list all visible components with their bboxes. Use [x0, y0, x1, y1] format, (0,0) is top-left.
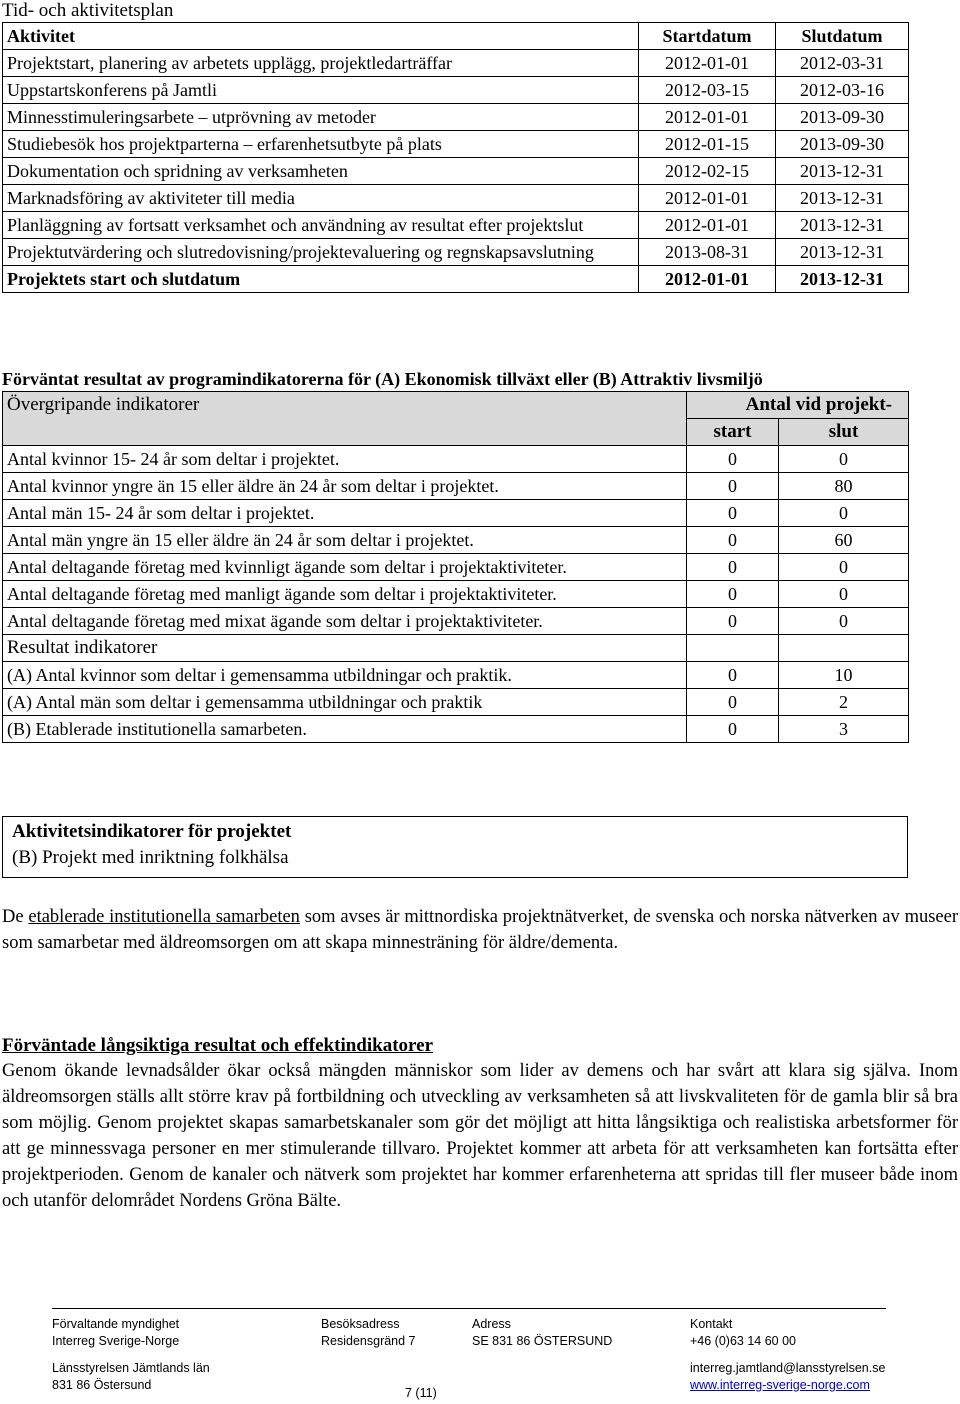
indicator-start-value: 0: [687, 473, 779, 500]
activity-row: [3, 50, 909, 77]
indicator-label: Antal deltagande företag med manligt ägande som deltar i projektaktiviteter.: [3, 581, 687, 608]
footer-contact-phone: +46 (0)63 14 60 00: [690, 1334, 796, 1348]
indicators-title: Förväntat resultat av programindikatorerna för (A) Ekonomisk tillväxt eller (B) Attraktiv livsmiljö: [2, 369, 763, 389]
footer-authority-org: Länsstyrelsen Jämtlands län: [52, 1361, 210, 1375]
footer-col-authority: [52, 1316, 210, 1394]
indicator-start-value: 0: [687, 500, 779, 527]
overall-indicator-row: [3, 581, 909, 608]
activity-end-date: 2013-12-31: [776, 212, 909, 239]
overall-indicator-row: [3, 608, 909, 635]
footer-authority-name: Interreg Sverige-Norge: [52, 1334, 180, 1348]
indicator-label: Antal deltagande företag med mixat ägande som deltar i projektaktiviteter.: [3, 608, 687, 635]
page-heading: Tid- och aktivitetsplan: [2, 0, 174, 21]
result-header-empty-cell: [687, 635, 779, 662]
activity-end-date: 2012-03-16: [776, 77, 909, 104]
result-indicators-header: Resultat indikatorer: [3, 635, 687, 662]
activity-table: [2, 22, 909, 293]
activity-start-date: 2012-03-15: [639, 77, 776, 104]
footer-address-label: Adress: [472, 1317, 511, 1331]
col-header-end: Slutdatum: [776, 23, 909, 50]
activity-name: Dokumentation och spridning av verksamheten: [3, 158, 639, 185]
indicator-end-value: 80: [779, 473, 909, 500]
activity-indicator-item: (B) Projekt med inriktning folkhälsa: [12, 847, 289, 868]
footer-visit-label: Besöksadress: [321, 1317, 400, 1331]
indicator-start-value: 0: [687, 608, 779, 635]
activity-start-date: 2012-01-01: [639, 212, 776, 239]
indicator-end-value: 0: [779, 554, 909, 581]
result-indicator-row: [3, 662, 909, 689]
footer-address-value: SE 831 86 ÖSTERSUND: [472, 1334, 613, 1348]
indicator-start-value: 0: [687, 689, 779, 716]
count-header: Antal vid projekt-: [687, 392, 909, 419]
activity-name: Uppstartskonferens på Jamtli: [3, 77, 639, 104]
footer-website-link[interactable]: www.interreg-sverige-norge.com: [690, 1378, 870, 1392]
page-number: 7 (11): [405, 1386, 437, 1400]
activity-start-date: 2012-01-01: [639, 50, 776, 77]
activity-row: [3, 77, 909, 104]
activity-start-date: 2012-01-01: [639, 185, 776, 212]
paragraph-text-post: som avses är mittnordiska projektnätverket, de svenska och norska nätverken av museer som samarbetar med äldreomsorgen om att skapa minnesträning för äldre/dementa.: [2, 907, 958, 953]
activity-name: Marknadsföring av aktiviteter till media: [3, 185, 639, 212]
start-label: start: [687, 419, 779, 446]
footer-contact-email: interreg.jamtland@lansstyrelsen.se: [690, 1361, 886, 1375]
footer-rule: [52, 1308, 886, 1309]
activity-start-date: 2012-02-15: [639, 158, 776, 185]
indicator-end-value: 0: [779, 608, 909, 635]
indicator-label: Antal kvinnor yngre än 15 eller äldre än 24 år som deltar i projektet.: [3, 473, 687, 500]
indicator-end-value: 10: [779, 662, 909, 689]
activity-end-date: 2013-12-31: [776, 185, 909, 212]
project-end-date: 2013-12-31: [776, 266, 909, 293]
activity-start-date: 2013-08-31: [639, 239, 776, 266]
activity-indicators-box: [2, 816, 908, 878]
activity-total-row: [3, 266, 909, 293]
indicator-label: (A) Antal män som deltar i gemensamma utbildningar och praktik: [3, 689, 687, 716]
activity-row: [3, 131, 909, 158]
indicator-end-value: 3: [779, 716, 909, 743]
activity-start-date: 2012-01-15: [639, 131, 776, 158]
indicator-label: Antal deltagande företag med kvinnligt ägande som deltar i projektaktiviteter.: [3, 554, 687, 581]
footer-col-contact: [690, 1316, 885, 1394]
indicator-end-value: 60: [779, 527, 909, 554]
paragraph-collaborations: [2, 904, 958, 956]
footer-authority-city: 831 86 Östersund: [52, 1378, 152, 1392]
activity-end-date: 2013-12-31: [776, 158, 909, 185]
activity-end-date: 2013-12-31: [776, 239, 909, 266]
footer-col-address: [472, 1316, 612, 1350]
longterm-title: Förväntade långsiktiga resultat och effektindikatorer: [2, 1035, 433, 1056]
activity-end-date: 2013-09-30: [776, 104, 909, 131]
indicators-table: [2, 391, 909, 743]
activity-end-date: 2013-09-30: [776, 131, 909, 158]
overall-indicator-row: [3, 473, 909, 500]
longterm-text: Genom ökande levnadsålder ökar också mängden människor som lider av demens och har svårt att klara sig själva. Inom äldreomsorgen ställs allt större krav på fortbildning och utveckling av verksamheten så att livskvaliteten för de gamla blir så bra som möjlig. Genom projektet skapas samarbetskanaler som gör det möjligt att hitta långsiktiga och realistiska arbetsformer för att ge minnessvaga personer en mer stimulerande tillvaro. Projektet kommer att arbeta för att verksamheten kan fortsätta efter projektperioden. Genom de kanaler och nätverk som projektet har kommer erfarenheterna att spridas till fler museer både inom och utanför delområdet Nordens Gröna Bälte.: [2, 1061, 958, 1211]
overall-indicator-row: [3, 500, 909, 527]
overall-indicator-row: [3, 527, 909, 554]
activity-row: [3, 239, 909, 266]
indicator-start-value: 0: [687, 554, 779, 581]
overall-indicator-row: [3, 554, 909, 581]
collaborations-term: etablerade institutionella samarbeten: [28, 907, 300, 927]
indicator-label: Antal kvinnor 15- 24 år som deltar i projektet.: [3, 446, 687, 473]
activity-row: [3, 158, 909, 185]
col-header-activity: Aktivitet: [3, 23, 639, 50]
footer-contact-label: Kontakt: [690, 1317, 733, 1331]
footer-col-visit: [321, 1316, 416, 1350]
activity-indicators-title: Aktivitetsindikatorer för projektet: [12, 821, 292, 842]
overall-indicators-header: Övergripande indikatorer: [3, 392, 687, 419]
indicator-label: (A) Antal kvinnor som deltar i gemensamma utbildningar och praktik.: [3, 662, 687, 689]
result-indicator-row: [3, 716, 909, 743]
result-header-row: [3, 635, 909, 662]
activity-end-date: 2012-03-31: [776, 50, 909, 77]
indicator-label: Antal män yngre än 15 eller äldre än 24 år som deltar i projektet.: [3, 527, 687, 554]
overall-indicator-row: [3, 446, 909, 473]
project-period-label: Projektets start och slutdatum: [3, 266, 639, 293]
activity-row: [3, 185, 909, 212]
project-start-date: 2012-01-01: [639, 266, 776, 293]
result-indicator-row: [3, 689, 909, 716]
activity-name: Projektstart, planering av arbetets upplägg, projektledarträffar: [3, 50, 639, 77]
paragraph-text-pre: De: [2, 907, 29, 927]
activity-name: Minnesstimuleringsarbete – utprövning av metoder: [3, 104, 639, 131]
longterm-paragraph: [2, 1058, 958, 1214]
indicator-label: (B) Etablerade institutionella samarbeten.: [3, 716, 687, 743]
activity-name: Planläggning av fortsatt verksamhet och användning av resultat efter projektslut: [3, 212, 639, 239]
indicator-start-value: 0: [687, 446, 779, 473]
indicator-start-value: 0: [687, 581, 779, 608]
indicator-start-value: 0: [687, 716, 779, 743]
activity-row: [3, 104, 909, 131]
col-header-start: Startdatum: [639, 23, 776, 50]
indicator-end-value: 0: [779, 500, 909, 527]
indicator-start-value: 0: [687, 662, 779, 689]
footer-visit-address: Residensgränd 7: [321, 1334, 416, 1348]
footer-authority-label: Förvaltande myndighet: [52, 1317, 180, 1331]
indicator-end-value: 2: [779, 689, 909, 716]
activity-row: [3, 212, 909, 239]
indicator-start-value: 0: [687, 527, 779, 554]
indicator-end-value: 0: [779, 446, 909, 473]
end-label: slut: [779, 419, 909, 446]
overall-header-spacer: [3, 419, 687, 446]
indicator-label: Antal män 15- 24 år som deltar i projektet.: [3, 500, 687, 527]
activity-name: Projektutvärdering och slutredovisning/projektevaluering og regnskapsavslutning: [3, 239, 639, 266]
activity-start-date: 2012-01-01: [639, 104, 776, 131]
indicator-end-value: 0: [779, 581, 909, 608]
activity-name: Studiebesök hos projektparterna – erfarenhetsutbyte på plats: [3, 131, 639, 158]
result-header-empty-cell: [779, 635, 909, 662]
